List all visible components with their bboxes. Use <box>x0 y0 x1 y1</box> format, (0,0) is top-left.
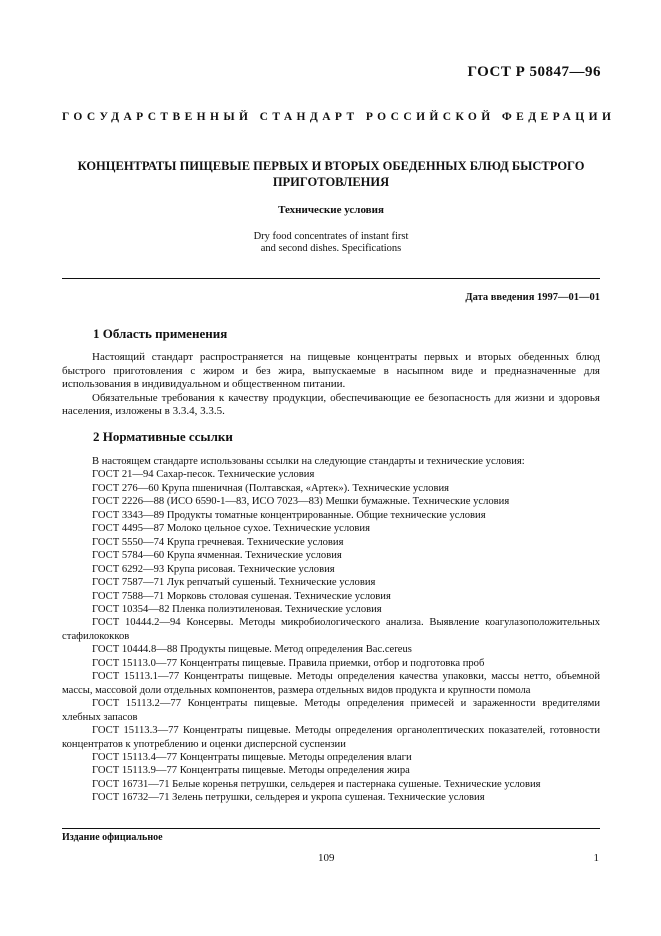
reference-item: ГОСТ 7588—71 Морковь столовая сушеная. Технические условия <box>92 590 391 602</box>
reference-item: ГОСТ 10444.8—88 Продукты пищевые. Метод определения Bac.cereus <box>92 644 412 656</box>
reference-item: ГОСТ 15113.9—77 Концентраты пищевые. Методы определения жира <box>92 765 410 777</box>
reference-item: ГОСТ 15113.4—77 Концентраты пищевые. Методы определения влаги <box>92 751 412 763</box>
reference-item: ГОСТ 16731—71 Белые коренья петрушки, сельдерея и пастернака сушеные. Технические условия <box>92 778 541 790</box>
reference-item: ГОСТ 6292—93 Крупа рисовая. Технические условия <box>92 563 335 575</box>
reference-item: ГОСТ 15113.1—77 Концентраты пищевые. Методы определения качества упаковки, массы нетто, объемной массы, массовой доли отдельных компонентов, размера отдельных видов продукта и крупности помола <box>62 671 600 696</box>
document-title-line2: ПРИГОТОВЛЕНИЯ <box>272 175 390 189</box>
state-standard-title: ГОСУДАРСТВЕННЫЙ СТАНДАРТ РОССИЙСКОЙ ФЕДЕРАЦИИ <box>62 111 616 123</box>
reference-item: ГОСТ 15113.0—77 Концентраты пищевые. Правила приемки, отбор и подготовка проб <box>92 657 485 669</box>
reference-item: ГОСТ 3343—89 Продукты томатные концентрированные. Общие технические условия <box>92 509 486 521</box>
official-edition-note: Издание официальное <box>62 832 163 843</box>
effective-date: Дата введения 1997—01—01 <box>465 292 600 303</box>
reference-item: ГОСТ 276—60 Крупа пшеничная (Полтавская, «Артек»). Технические условия <box>92 482 450 494</box>
section1-heading: 1 Область применения <box>93 326 228 341</box>
reference-item: ГОСТ 15113.3—77 Концентраты пищевые. Методы определения органолептических показателей, готовности концентратов к употреблению и оценки дисперсной суспензии <box>62 725 600 750</box>
reference-item: ГОСТ 16732—71 Зелень петрушки, сельдерея и укропа сушеная. Технические условия <box>92 792 485 804</box>
english-title-line1: Dry food concentrates of instant first <box>253 231 409 242</box>
document-subtitle: Технические условия <box>278 204 384 216</box>
reference-item: ГОСТ 2226—88 (ИСО 6590-1—83, ИСО 7023—83) Мешки бумажные. Технические условия <box>92 496 510 508</box>
reference-item: ГОСТ 21—94 Сахар-песок. Технические условия <box>92 469 315 481</box>
document-title <box>62 158 600 190</box>
reference-item: ГОСТ 10444.2—94 Консервы. Методы микробиологического анализа. Выявление коагулазоположительных стафилококков <box>62 617 600 642</box>
english-title <box>62 231 600 255</box>
document-title-line1: КОНЦЕНТРАТЫ ПИЩЕВЫЕ ПЕРВЫХ И ВТОРЫХ ОБЕДЕННЫХ БЛЮД БЫСТРОГО <box>77 159 585 173</box>
english-title-line2: and second dishes. Specifications <box>260 243 402 254</box>
section1-paragraph: Обязательные требования к качеству продукции, обеспечивающие ее безопасность для жизни и здоровья населения, изложены в 3.3.4, 3.3.5. <box>62 391 600 418</box>
reference-item: ГОСТ 5784—60 Крупа ячменная. Технические условия <box>92 550 342 562</box>
section1-paragraph: Настоящий стандарт распространяется на пищевые концентраты первых и вторых обеденных блюд быстрого приготовления с жиром и без жира, выпускаемые в насыпном виде и предназначенные для использования в индивидуальном и общественном питании. <box>62 351 600 391</box>
page-number: 109 <box>318 852 335 864</box>
document-code: ГОСТ Р 50847—96 <box>467 64 601 80</box>
reference-item: ГОСТ 10354—82 Пленка полиэтиленовая. Технические условия <box>92 603 382 615</box>
sheet-number: 1 <box>593 852 599 864</box>
reference-item: ГОСТ 4495—87 Молоко цельное сухое. Технические условия <box>92 523 370 535</box>
top-divider <box>62 278 600 279</box>
reference-item: ГОСТ 5550—74 Крупа гречневая. Технические условия <box>92 536 344 548</box>
reference-item: ГОСТ 7587—71 Лук репчатый сушеный. Технические условия <box>92 577 376 589</box>
references-intro: В настоящем стандарте использованы ссылки на следующие стандарты и технические условия: <box>92 456 525 467</box>
section2-heading: 2 Нормативные ссылки <box>93 429 233 444</box>
references-list <box>62 455 600 805</box>
reference-item: ГОСТ 15113.2—77 Концентраты пищевые. Методы определения примесей и зараженности вредителями хлебных запасов <box>62 698 600 723</box>
section1-body <box>62 351 600 419</box>
bottom-divider <box>62 828 600 829</box>
